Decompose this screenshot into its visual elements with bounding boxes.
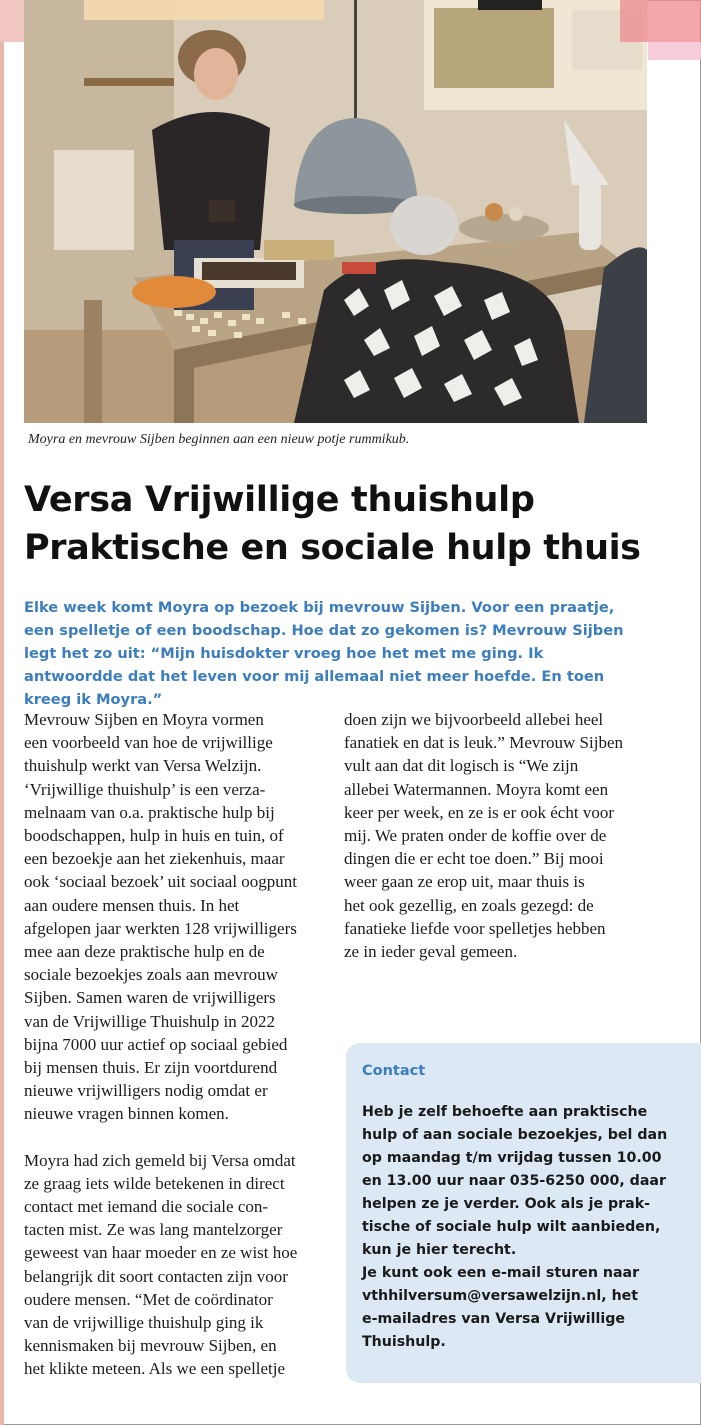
contact-body: Heb je zelf behoefte aan praktische hulp of aan sociale bezoekjes, bel dan op maandag t/m vrijdag tussen 10.00 en 13.00 uur naar 035-6250 000, daar helpen ze je verder. Ook als je prak- tische of sociale hulp wilt aanbieden, kun je hier terecht. Je kunt ook een e-mail sturen naar vthhilversum@versawelzijn.nl, het e-mailadres van Versa Vrijwillige Thuishulp. [362, 1104, 668, 1350]
contact-box [346, 1043, 701, 1383]
top-decor-block [84, 0, 324, 20]
top-decor-block [478, 0, 542, 10]
left-margin-rule [0, 0, 4, 1425]
top-decor-block [620, 0, 701, 42]
article-subtitle: Praktische en sociale hulp thuis [24, 528, 641, 568]
article-column-left [24, 708, 324, 1381]
paragraph: doen zijn we bijvoorbeeld allebei heel fanatiek en dat is leuk.” Mevrouw Sijben vult aan dat dit logisch is “We zijn allebei Watermannen. Moyra komt een keer per week, en ze is er ook écht voor mij. We praten onder de koffie over de dingen die er echt toe doen.” Bij mooi weer gaan ze erop uit, maar thuis is het ook gezellig, en zoals gezegd: de fanatieke liefde voor spelletjes hebben ze in ieder geval gemeen. [344, 710, 624, 962]
photo-illustration [24, 0, 647, 423]
article-title: Versa Vrijwillige thuishulp [24, 480, 535, 520]
article-intro: Elke week komt Moyra op bezoek bij mevrouw Sijben. Voor een praatje, een spelletje of een boodschap. Hoe dat zo gekomen is? Mevrouw Sijben legt het zo uit: “Mijn huisdokter vroeg hoe het met me ging. Ik antwoordde dat het leven voor mij allemaal niet meer hoefde. En toen kreeg ik Moyra.” [24, 599, 624, 708]
top-decor-block [0, 0, 24, 42]
article-photo [24, 0, 647, 423]
contact-title: Contact [362, 1063, 426, 1079]
top-decor-block [648, 42, 701, 60]
paragraph: Moyra had zich gemeld bij Versa omdat ze graag iets wilde betekenen in direct contact met iemand die sociale con- tacten mist. Ze was lang mantelzorger geweest van haar moeder en ze wist hoe belangrijk dit soort contacten zijn voor oudere mensen. “Met de coördinator van de vrijwillige thuishulp ging ik kennismaken bij mevrouw Sijben, en het klikte meteen. Als we een spelletje [24, 1150, 298, 1379]
paragraph: Mevrouw Sijben en Moyra vormen een voorbeeld van hoe de vrijwillige thuishulp werkt van Versa Welzijn. ‘Vrijwillige thuishulp’ is een verza- melnaam van o.a. praktische hulp bij boodschappen, hulp in huis en tuin, of een bezoekje aan het ziekenhuis, maar ook ‘sociaal bezoek’ uit sociaal oogpunt aan oudere mensen thuis. In het afgelopen jaar werkten 128 vrijwilligers mee aan deze praktische hulp en de sociale bezoekjes zoals aan mevrouw Sijben. Samen waren de vrijwilligers van de Vrijwillige Thuishulp in 2022 bijna 7000 uur actief op sociaal gebied bij mensen thuis. Er zijn voortdurend nieuwe vrijwilligers nodig omdat er nieuwe vragen binnen komen. [24, 710, 298, 1124]
article-column-right [344, 708, 674, 963]
photo-caption: Moyra en mevrouw Sijben beginnen aan een nieuw potje rummikub. [28, 432, 410, 447]
